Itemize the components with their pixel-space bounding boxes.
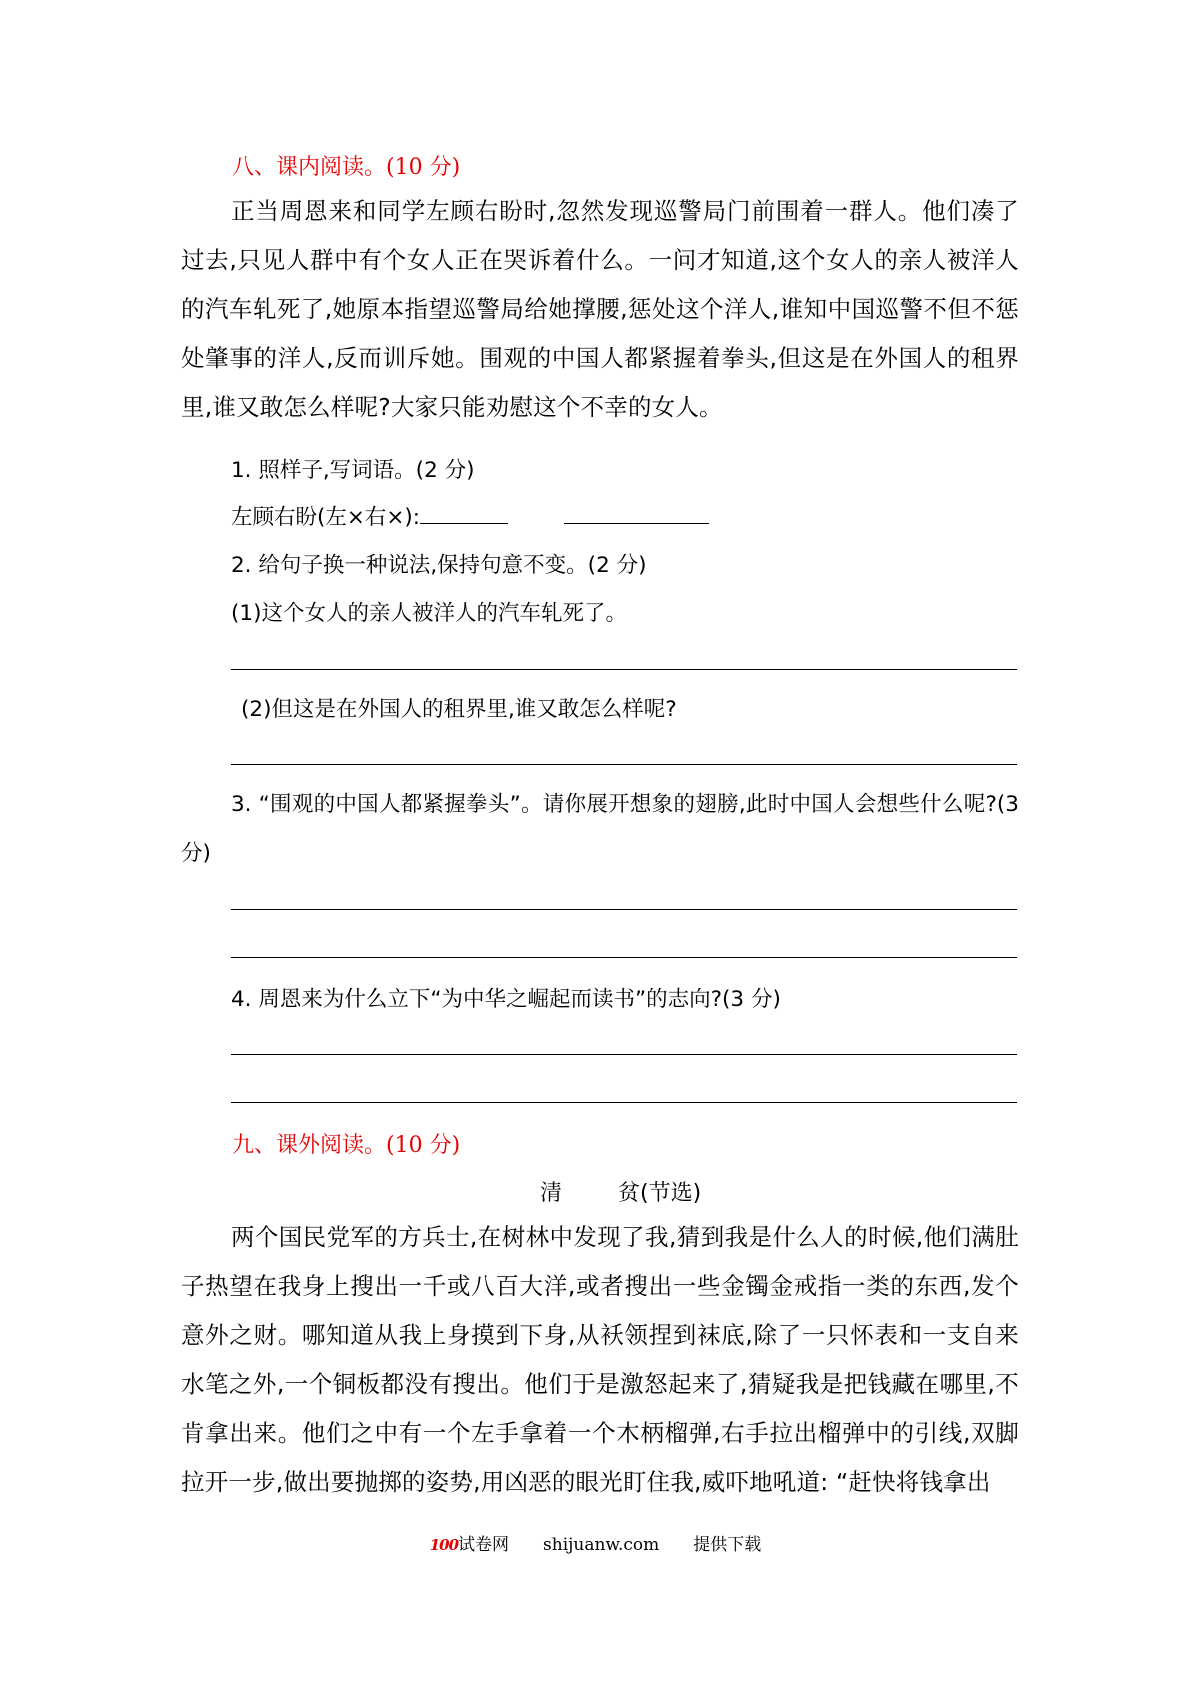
site-domain[interactable]: shijuanw.com xyxy=(543,1535,660,1555)
section-9-title: 九、课外阅读。(10 分) xyxy=(232,1133,461,1158)
answer-line-q3-1[interactable] xyxy=(231,909,1017,910)
section-8-title: 八、课内阅读。(10 分) xyxy=(232,155,461,180)
download-label: 提供下载 xyxy=(693,1535,762,1555)
section-8-passage: 正当周恩来和同学左顾右盼时,忽然发现巡警局门前围着一群人。他们凑了过去,只见人群中有个女人正在哭诉着什么。一问才知道,这个女人的亲人被洋人的汽车轧死了,她原本指望巡警局给她撑腰,惩处这个洋人,谁知中国巡警不但不惩处肇事的洋人,反而训斥她。围观的中国人都紧握着拳头,但这是在外国人的租界里,谁又敢怎么样呢?大家只能劝慰这个不幸的女人。 xyxy=(181,197,1019,421)
site-logo: 100 xyxy=(429,1536,459,1554)
article-title-part-1: 清 xyxy=(540,1181,563,1206)
page-footer xyxy=(0,1530,1191,1555)
question-2-sentence-1: (1)这个女人的亲人被洋人的汽车轧死了。 xyxy=(231,601,627,626)
article-title xyxy=(540,1176,701,1207)
answer-line-q4-2[interactable] xyxy=(231,1102,1017,1103)
answer-blank-2[interactable] xyxy=(564,500,709,524)
question-3: 3. “围观的中国人都紧握拳头”。请你展开想象的翅膀,此时中国人会想些什么呢?(3 分) xyxy=(181,792,1019,866)
question-1-example-text: 左顾右盼(左×右×): xyxy=(231,505,421,530)
section-9-passage: 两个国民党军的方兵士,在树林中发现了我,猜到我是什么人的时候,他们满肚子热望在我身上搜出一千或八百大洋,或者搜出一些金镯金戒指一类的东西,发个意外之财。哪知道从我上身摸到下身,从袄领捏到袜底,除了一只怀表和一支自来水笔之外,一个铜板都没有搜出。他们于是激怒起来了,猜疑我是把钱藏在哪里,不肯拿出来。他们之中有一个左手拿着一个木柄榴弹,右手拉出榴弹中的引线,双脚拉开一步,做出要抛掷的姿势,用凶恶的眼光盯住我,威吓地吼道: “赶快将钱拿出 xyxy=(181,1223,1019,1496)
answer-line-q3-2[interactable] xyxy=(231,957,1017,958)
site-name: 试卷网 xyxy=(458,1535,510,1555)
answer-line-q2-1[interactable] xyxy=(231,669,1017,670)
answer-line-q4-1[interactable] xyxy=(231,1054,1017,1055)
answer-blank-1[interactable] xyxy=(420,500,508,524)
answer-line-q2-2[interactable] xyxy=(231,764,1017,765)
question-2-sentence-2: (2)但这是在外国人的租界里,谁又敢怎么样呢? xyxy=(241,697,677,722)
question-4: 4. 周恩来为什么立下“为中华之崛起而读书”的志向?(3 分) xyxy=(231,987,781,1012)
question-1-example xyxy=(231,500,709,531)
question-1: 1. 照样子,写词语。(2 分) xyxy=(231,458,475,483)
article-title-part-2: 贫(节选) xyxy=(618,1181,702,1206)
question-2: 2. 给句子换一种说法,保持句意不变。(2 分) xyxy=(231,553,647,578)
